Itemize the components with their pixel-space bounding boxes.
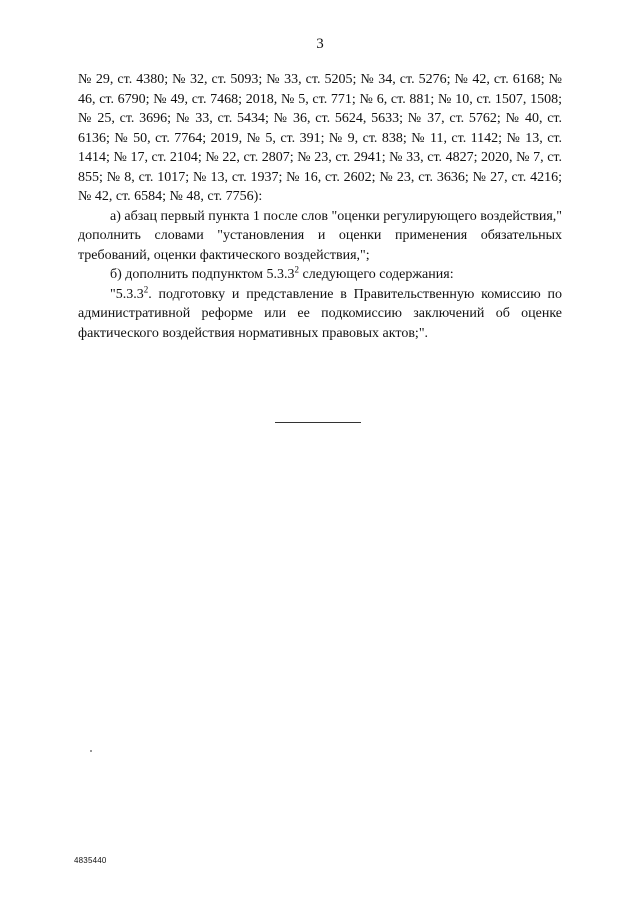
page-number: 3: [316, 36, 324, 52]
item-b-superscript: 2: [294, 264, 300, 275]
amendment-item-b: [78, 265, 562, 285]
quote-start: "5.3.3: [110, 286, 144, 302]
amendment-item-a: а) абзац первый пункта 1 после слов "оценки регулирующего воздействия," дополнить словами "установления и оценки применения обязательных требований, оценки фактического воздействия,";: [78, 208, 562, 263]
item-b-text: б) дополнить подпунктом 5.3.3: [110, 267, 295, 282]
document-code: 4835440: [74, 856, 107, 865]
quote-text: . подготовку и представление в Правительственную комиссию по административной реформе или ее подкомиссию заключений об оценке фактического воздействия нормативных правовых актов;".: [78, 286, 562, 341]
citations-paragraph: № 29, ст. 4380; № 32, ст. 5093; № 33, ст. 5205; № 34, ст. 5276; № 42, ст. 6168; № 46, ст. 6790; № 49, ст. 7468; 2018, № 5, ст. 771; № 6, ст. 881; № 10, ст. 1507, 1508; № 25, ст. 3696; № 33, ст. 5434; № 36, ст. 5624, 5633; № 37, ст. 5762; № 40, ст. 6136; № 50, ст. 7764; 2019, № 5, ст. 391; № 9, ст. 838; № 11, ст. 1142; № 13, ст. 1414; № 17, ст. 2104; № 22, ст. 2807; № 23, ст. 2941; № 33, ст. 4827; 2020, № 7, ст. 855; № 8, ст. 1017; № 13, ст. 1937; № 16, ст. 2602; № 23, ст. 3636; № 27, ст. 4216; № 42, ст. 6584; № 48, ст. 7756):: [78, 72, 562, 204]
quote-superscript: 2: [143, 283, 149, 294]
scan-dot: [90, 750, 92, 752]
new-subpoint-quote: [78, 285, 562, 344]
item-b-text-end: следующего содержания:: [299, 267, 454, 282]
end-separator-line: [275, 422, 361, 423]
document-body: [78, 70, 562, 343]
